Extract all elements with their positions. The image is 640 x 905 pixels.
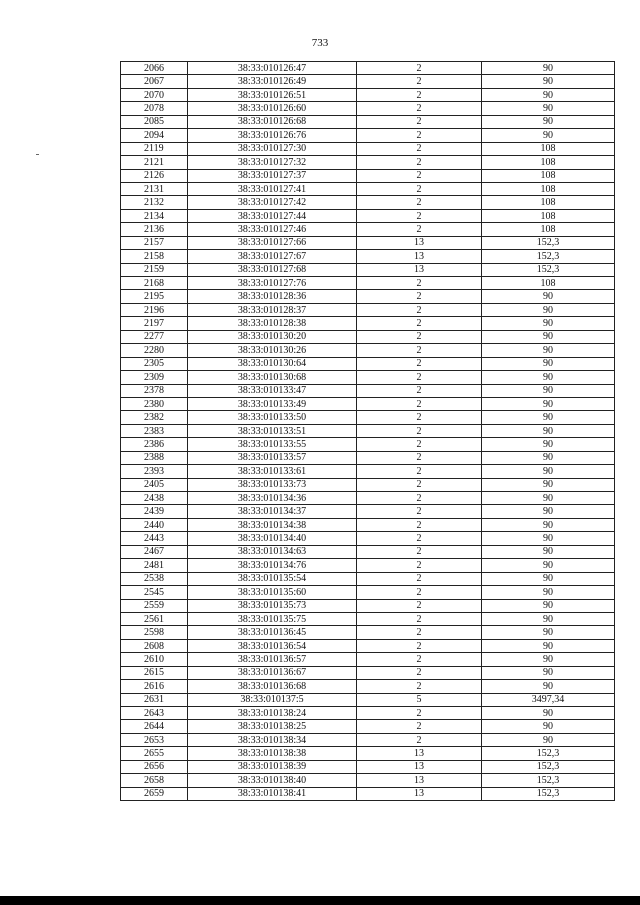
cadastral-number-cell: 38:33:010127:76 — [188, 277, 357, 290]
area-cell: 90 — [482, 303, 615, 316]
table-row — [121, 223, 615, 236]
row-number-cell: 2610 — [121, 653, 188, 666]
table-row — [121, 62, 615, 75]
row-number-cell: 2658 — [121, 774, 188, 787]
area-cell: 90 — [482, 75, 615, 88]
row-number-cell: 2070 — [121, 88, 188, 101]
parcel-table — [120, 61, 615, 801]
cadastral-number-cell: 38:33:010133:50 — [188, 411, 357, 424]
area-cell: 90 — [482, 317, 615, 330]
code-cell: 2 — [357, 330, 482, 343]
cadastral-number-cell: 38:33:010130:26 — [188, 344, 357, 357]
table-row — [121, 680, 615, 693]
code-cell: 2 — [357, 626, 482, 639]
code-cell: 2 — [357, 653, 482, 666]
row-number-cell: 2134 — [121, 209, 188, 222]
code-cell: 2 — [357, 586, 482, 599]
area-cell: 90 — [482, 612, 615, 625]
cadastral-number-cell: 38:33:010136:45 — [188, 626, 357, 639]
table-row — [121, 612, 615, 625]
row-number-cell: 2386 — [121, 438, 188, 451]
row-number-cell: 2195 — [121, 290, 188, 303]
row-number-cell: 2136 — [121, 223, 188, 236]
area-cell: 90 — [482, 720, 615, 733]
code-cell: 2 — [357, 424, 482, 437]
table-row — [121, 182, 615, 195]
code-cell: 13 — [357, 263, 482, 276]
area-cell: 90 — [482, 626, 615, 639]
table-row — [121, 639, 615, 652]
cadastral-number-cell: 38:33:010128:38 — [188, 317, 357, 330]
table-row — [121, 357, 615, 370]
row-number-cell: 2196 — [121, 303, 188, 316]
row-number-cell: 2405 — [121, 478, 188, 491]
table-row — [121, 478, 615, 491]
table-row — [121, 787, 615, 800]
row-number-cell: 2085 — [121, 115, 188, 128]
cadastral-number-cell: 38:33:010133:47 — [188, 384, 357, 397]
row-number-cell: 2277 — [121, 330, 188, 343]
row-number-cell: 2615 — [121, 666, 188, 679]
cadastral-number-cell: 38:33:010127:32 — [188, 156, 357, 169]
cadastral-number-cell: 38:33:010138:40 — [188, 774, 357, 787]
table-row — [121, 599, 615, 612]
code-cell: 2 — [357, 505, 482, 518]
code-cell: 13 — [357, 236, 482, 249]
row-number-cell: 2659 — [121, 787, 188, 800]
cadastral-number-cell: 38:33:010127:68 — [188, 263, 357, 276]
cadastral-number-cell: 38:33:010136:67 — [188, 666, 357, 679]
cadastral-number-cell: 38:33:010134:63 — [188, 545, 357, 558]
area-cell: 90 — [482, 384, 615, 397]
code-cell: 2 — [357, 612, 482, 625]
cadastral-number-cell: 38:33:010135:75 — [188, 612, 357, 625]
code-cell: 2 — [357, 371, 482, 384]
area-cell: 90 — [482, 102, 615, 115]
area-cell: 90 — [482, 733, 615, 746]
area-cell: 90 — [482, 639, 615, 652]
code-cell: 2 — [357, 209, 482, 222]
table-row — [121, 88, 615, 101]
area-cell: 152,3 — [482, 236, 615, 249]
table-row — [121, 250, 615, 263]
area-cell: 90 — [482, 465, 615, 478]
table-row — [121, 236, 615, 249]
table-row — [121, 532, 615, 545]
cadastral-number-cell: 38:33:010126:76 — [188, 129, 357, 142]
area-cell: 90 — [482, 330, 615, 343]
table-row — [121, 545, 615, 558]
cadastral-number-cell: 38:33:010133:73 — [188, 478, 357, 491]
cadastral-number-cell: 38:33:010133:55 — [188, 438, 357, 451]
table-row — [121, 196, 615, 209]
area-cell: 90 — [482, 653, 615, 666]
table-row — [121, 384, 615, 397]
area-cell: 90 — [482, 599, 615, 612]
code-cell: 2 — [357, 451, 482, 464]
cadastral-number-cell: 38:33:010127:46 — [188, 223, 357, 236]
cadastral-number-cell: 38:33:010127:67 — [188, 250, 357, 263]
code-cell: 2 — [357, 532, 482, 545]
table-row — [121, 559, 615, 572]
area-cell: 152,3 — [482, 250, 615, 263]
area-cell: 90 — [482, 411, 615, 424]
code-cell: 2 — [357, 492, 482, 505]
cadastral-number-cell: 38:33:010138:34 — [188, 733, 357, 746]
code-cell: 2 — [357, 102, 482, 115]
table-row — [121, 653, 615, 666]
area-cell: 152,3 — [482, 263, 615, 276]
row-number-cell: 2653 — [121, 733, 188, 746]
code-cell: 2 — [357, 707, 482, 720]
code-cell: 2 — [357, 639, 482, 652]
code-cell: 2 — [357, 62, 482, 75]
table-row — [121, 75, 615, 88]
row-number-cell: 2132 — [121, 196, 188, 209]
cadastral-number-cell: 38:33:010133:49 — [188, 397, 357, 410]
area-cell: 108 — [482, 156, 615, 169]
area-cell: 90 — [482, 505, 615, 518]
table-row — [121, 720, 615, 733]
table-row — [121, 277, 615, 290]
table-row — [121, 156, 615, 169]
table-row — [121, 518, 615, 531]
cadastral-number-cell: 38:33:010127:30 — [188, 142, 357, 155]
cadastral-number-cell: 38:33:010136:54 — [188, 639, 357, 652]
code-cell: 2 — [357, 169, 482, 182]
table-row — [121, 693, 615, 706]
row-number-cell: 2382 — [121, 411, 188, 424]
row-number-cell: 2280 — [121, 344, 188, 357]
code-cell: 2 — [357, 572, 482, 585]
table-row — [121, 586, 615, 599]
code-cell: 13 — [357, 760, 482, 773]
area-cell: 90 — [482, 371, 615, 384]
code-cell: 2 — [357, 545, 482, 558]
row-number-cell: 2158 — [121, 250, 188, 263]
row-number-cell: 2305 — [121, 357, 188, 370]
row-number-cell: 2067 — [121, 75, 188, 88]
row-number-cell: 2616 — [121, 680, 188, 693]
cadastral-number-cell: 38:33:010130:68 — [188, 371, 357, 384]
row-number-cell: 2066 — [121, 62, 188, 75]
row-number-cell: 2439 — [121, 505, 188, 518]
area-cell: 90 — [482, 451, 615, 464]
table-row — [121, 169, 615, 182]
code-cell: 2 — [357, 196, 482, 209]
page-number: 733 — [311, 37, 329, 49]
area-cell: 108 — [482, 277, 615, 290]
cadastral-number-cell: 38:33:010134:76 — [188, 559, 357, 572]
row-number-cell: 2388 — [121, 451, 188, 464]
code-cell: 2 — [357, 129, 482, 142]
table-row — [121, 747, 615, 760]
area-cell: 90 — [482, 129, 615, 142]
row-number-cell: 2121 — [121, 156, 188, 169]
cadastral-number-cell: 38:33:010138:25 — [188, 720, 357, 733]
code-cell: 2 — [357, 397, 482, 410]
row-number-cell: 2440 — [121, 518, 188, 531]
row-number-cell: 2094 — [121, 129, 188, 142]
cadastral-number-cell: 38:33:010136:68 — [188, 680, 357, 693]
area-cell: 152,3 — [482, 774, 615, 787]
code-cell: 13 — [357, 747, 482, 760]
area-cell: 90 — [482, 586, 615, 599]
area-cell: 90 — [482, 290, 615, 303]
cadastral-number-cell: 38:33:010134:40 — [188, 532, 357, 545]
area-cell: 108 — [482, 196, 615, 209]
cadastral-number-cell: 38:33:010127:37 — [188, 169, 357, 182]
table-row — [121, 505, 615, 518]
area-cell: 90 — [482, 492, 615, 505]
cadastral-number-cell: 38:33:010134:38 — [188, 518, 357, 531]
cadastral-number-cell: 38:33:010126:60 — [188, 102, 357, 115]
table-row — [121, 317, 615, 330]
row-number-cell: 2538 — [121, 572, 188, 585]
cadastral-number-cell: 38:33:010137:5 — [188, 693, 357, 706]
row-number-cell: 2545 — [121, 586, 188, 599]
code-cell: 2 — [357, 115, 482, 128]
area-cell: 90 — [482, 397, 615, 410]
code-cell: 2 — [357, 438, 482, 451]
table-row — [121, 129, 615, 142]
cadastral-number-cell: 38:33:010127:41 — [188, 182, 357, 195]
code-cell: 13 — [357, 250, 482, 263]
row-number-cell: 2643 — [121, 707, 188, 720]
row-number-cell: 2561 — [121, 612, 188, 625]
code-cell: 2 — [357, 666, 482, 679]
row-number-cell: 2655 — [121, 747, 188, 760]
cadastral-number-cell: 38:33:010134:37 — [188, 505, 357, 518]
area-cell: 108 — [482, 182, 615, 195]
cadastral-number-cell: 38:33:010130:20 — [188, 330, 357, 343]
cadastral-number-cell: 38:33:010128:37 — [188, 303, 357, 316]
row-number-cell: 2631 — [121, 693, 188, 706]
area-cell: 90 — [482, 680, 615, 693]
cadastral-number-cell: 38:33:010126:68 — [188, 115, 357, 128]
table-row — [121, 492, 615, 505]
area-cell: 90 — [482, 115, 615, 128]
row-number-cell: 2157 — [121, 236, 188, 249]
area-cell: 90 — [482, 438, 615, 451]
table-row — [121, 438, 615, 451]
cadastral-number-cell: 38:33:010138:39 — [188, 760, 357, 773]
cadastral-number-cell: 38:33:010133:51 — [188, 424, 357, 437]
code-cell: 5 — [357, 693, 482, 706]
row-number-cell: 2644 — [121, 720, 188, 733]
cadastral-number-cell: 38:33:010126:47 — [188, 62, 357, 75]
row-number-cell: 2378 — [121, 384, 188, 397]
code-cell: 2 — [357, 384, 482, 397]
cadastral-number-cell: 38:33:010128:36 — [188, 290, 357, 303]
row-number-cell: 2443 — [121, 532, 188, 545]
area-cell: 90 — [482, 344, 615, 357]
area-cell: 90 — [482, 559, 615, 572]
row-number-cell: 2119 — [121, 142, 188, 155]
area-cell: 108 — [482, 209, 615, 222]
code-cell: 2 — [357, 599, 482, 612]
code-cell: 2 — [357, 344, 482, 357]
area-cell: 108 — [482, 169, 615, 182]
cadastral-number-cell: 38:33:010135:60 — [188, 586, 357, 599]
table-row — [121, 774, 615, 787]
table-row — [121, 344, 615, 357]
area-cell: 152,3 — [482, 760, 615, 773]
area-cell: 90 — [482, 572, 615, 585]
table-row — [121, 733, 615, 746]
code-cell: 2 — [357, 680, 482, 693]
area-cell: 90 — [482, 666, 615, 679]
area-cell: 90 — [482, 518, 615, 531]
row-number-cell: 2309 — [121, 371, 188, 384]
row-number-cell: 2383 — [121, 424, 188, 437]
table-row — [121, 760, 615, 773]
code-cell: 2 — [357, 142, 482, 155]
cadastral-number-cell: 38:33:010133:57 — [188, 451, 357, 464]
area-cell: 90 — [482, 478, 615, 491]
cadastral-number-cell: 38:33:010138:24 — [188, 707, 357, 720]
cadastral-number-cell: 38:33:010127:66 — [188, 236, 357, 249]
table-row — [121, 102, 615, 115]
row-number-cell: 2131 — [121, 182, 188, 195]
table-row — [121, 142, 615, 155]
area-cell: 90 — [482, 532, 615, 545]
table-row — [121, 626, 615, 639]
table-row — [121, 465, 615, 478]
code-cell: 2 — [357, 357, 482, 370]
row-number-cell: 2608 — [121, 639, 188, 652]
cadastral-number-cell: 38:33:010126:49 — [188, 75, 357, 88]
cadastral-number-cell: 38:33:010133:61 — [188, 465, 357, 478]
code-cell: 2 — [357, 411, 482, 424]
table-row — [121, 263, 615, 276]
code-cell: 2 — [357, 317, 482, 330]
table-row — [121, 303, 615, 316]
row-number-cell: 2393 — [121, 465, 188, 478]
table-row — [121, 371, 615, 384]
table-row — [121, 411, 615, 424]
cadastral-number-cell: 38:33:010126:51 — [188, 88, 357, 101]
area-cell: 108 — [482, 142, 615, 155]
table-row — [121, 209, 615, 222]
row-number-cell: 2559 — [121, 599, 188, 612]
cadastral-number-cell: 38:33:010138:41 — [188, 787, 357, 800]
table-row — [121, 424, 615, 437]
area-cell: 90 — [482, 88, 615, 101]
code-cell: 2 — [357, 156, 482, 169]
area-cell: 90 — [482, 424, 615, 437]
row-number-cell: 2438 — [121, 492, 188, 505]
parcel-table-body — [121, 62, 615, 801]
code-cell: 13 — [357, 774, 482, 787]
row-number-cell: 2380 — [121, 397, 188, 410]
row-number-cell: 2656 — [121, 760, 188, 773]
row-number-cell: 2126 — [121, 169, 188, 182]
scan-mark — [36, 154, 39, 155]
cadastral-number-cell: 38:33:010136:57 — [188, 653, 357, 666]
area-cell: 90 — [482, 357, 615, 370]
row-number-cell: 2168 — [121, 277, 188, 290]
code-cell: 2 — [357, 478, 482, 491]
code-cell: 2 — [357, 720, 482, 733]
cadastral-number-cell: 38:33:010134:36 — [188, 492, 357, 505]
row-number-cell: 2159 — [121, 263, 188, 276]
table-row — [121, 572, 615, 585]
row-number-cell: 2467 — [121, 545, 188, 558]
code-cell: 2 — [357, 75, 482, 88]
area-cell: 152,3 — [482, 747, 615, 760]
code-cell: 2 — [357, 277, 482, 290]
table-row — [121, 666, 615, 679]
row-number-cell: 2078 — [121, 102, 188, 115]
code-cell: 2 — [357, 518, 482, 531]
table-row — [121, 397, 615, 410]
code-cell: 2 — [357, 559, 482, 572]
code-cell: 13 — [357, 787, 482, 800]
code-cell: 2 — [357, 733, 482, 746]
area-cell: 3497,34 — [482, 693, 615, 706]
cadastral-number-cell: 38:33:010138:38 — [188, 747, 357, 760]
cadastral-number-cell: 38:33:010130:64 — [188, 357, 357, 370]
row-number-cell: 2598 — [121, 626, 188, 639]
cadastral-number-cell: 38:33:010135:73 — [188, 599, 357, 612]
area-cell: 90 — [482, 545, 615, 558]
table-row — [121, 330, 615, 343]
row-number-cell: 2481 — [121, 559, 188, 572]
cadastral-number-cell: 38:33:010135:54 — [188, 572, 357, 585]
code-cell: 2 — [357, 465, 482, 478]
code-cell: 2 — [357, 88, 482, 101]
cadastral-number-cell: 38:33:010127:42 — [188, 196, 357, 209]
area-cell: 152,3 — [482, 787, 615, 800]
table-row — [121, 290, 615, 303]
area-cell: 90 — [482, 62, 615, 75]
area-cell: 90 — [482, 707, 615, 720]
table-row — [121, 451, 615, 464]
scan-bottom-edge — [0, 896, 640, 905]
area-cell: 108 — [482, 223, 615, 236]
table-row — [121, 707, 615, 720]
cadastral-number-cell: 38:33:010127:44 — [188, 209, 357, 222]
code-cell: 2 — [357, 303, 482, 316]
code-cell: 2 — [357, 182, 482, 195]
code-cell: 2 — [357, 223, 482, 236]
row-number-cell: 2197 — [121, 317, 188, 330]
table-row — [121, 115, 615, 128]
code-cell: 2 — [357, 290, 482, 303]
